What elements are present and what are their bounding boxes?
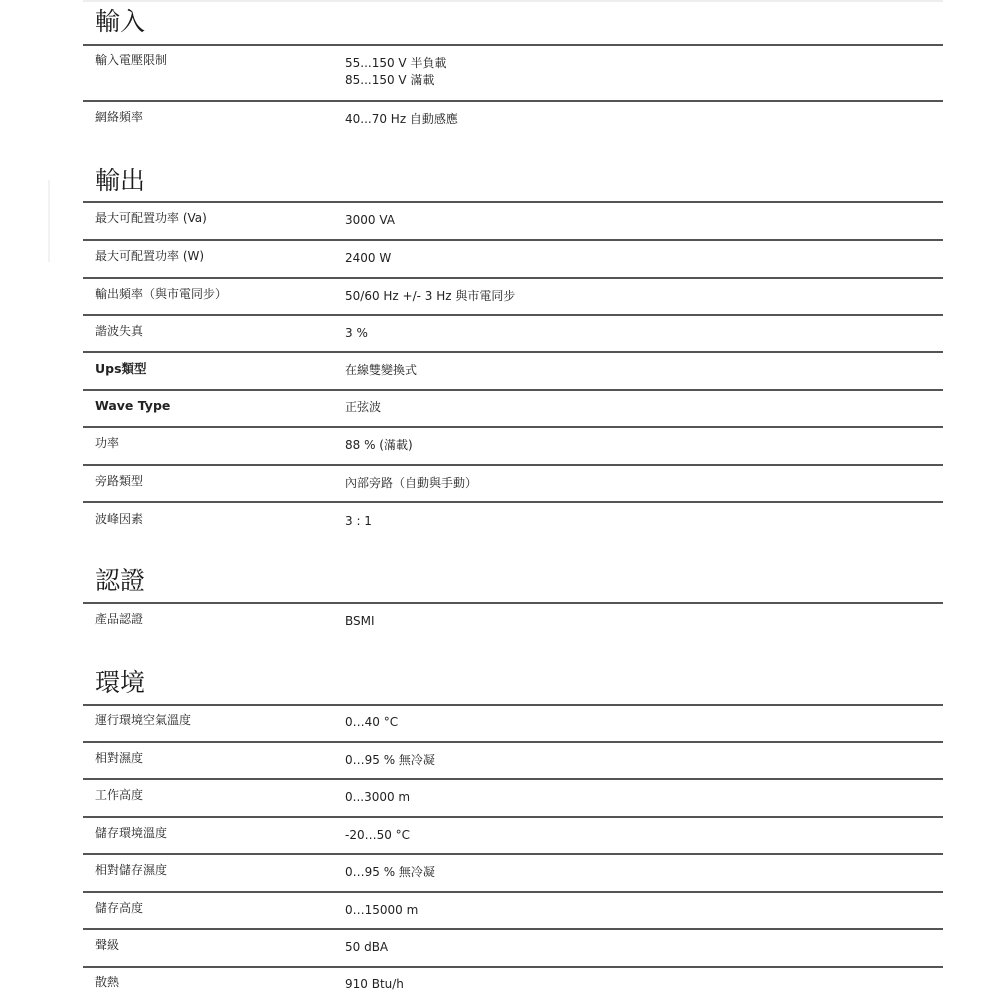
top-divider — [83, 0, 943, 2]
spec-value-efficiency: 88 % (滿載) — [345, 438, 413, 452]
spec-label-wave-type: Wave Type — [95, 398, 171, 413]
row-divider — [83, 966, 943, 968]
row-divider — [83, 426, 943, 428]
spec-value-storage-altitude: 0…15000 m — [345, 903, 419, 917]
row-divider — [83, 853, 943, 855]
row-divider — [83, 501, 943, 503]
spec-label-mains-frequency: 網絡頻率 — [95, 110, 144, 124]
spec-label-storage-humidity: 相對儲存濕度 — [95, 863, 168, 877]
spec-value-wave-type: 正弦波 — [345, 400, 382, 414]
spec-label-operating-temperature: 運行環境空氣溫度 — [95, 713, 192, 727]
spec-value-product-certification: BSMI — [345, 614, 375, 628]
spec-label-input-voltage: 輸入電壓限制 — [95, 53, 168, 67]
margin-mark — [48, 180, 50, 262]
spec-label-storage-altitude: 儲存高度 — [95, 901, 144, 915]
section-title-certification: 認證 — [95, 566, 146, 595]
row-divider — [83, 389, 943, 391]
spec-label-bypass-type: 旁路類型 — [95, 474, 144, 488]
row-divider — [83, 816, 943, 818]
section-rule-certification — [83, 602, 943, 604]
row-divider — [83, 741, 943, 743]
row-divider — [83, 778, 943, 780]
spec-value-operating-altitude: 0...3000 m — [345, 790, 411, 804]
row-divider — [83, 314, 943, 316]
spec-value-max-power-w: 2400 W — [345, 251, 392, 265]
spec-value-bypass-type: 內部旁路（自動與手動） — [345, 476, 478, 490]
spec-value-ups-type: 在線雙變換式 — [345, 363, 418, 377]
spec-label-harmonic-distortion: 諧波失真 — [95, 324, 144, 338]
spec-label-ups-type: Ups類型 — [95, 361, 147, 376]
section-rule-input — [83, 44, 943, 46]
spec-value-max-power-va: 3000 VA — [345, 213, 396, 227]
spec-value-operating-temperature: 0…40 °C — [345, 715, 399, 729]
row-divider — [83, 464, 943, 466]
row-divider — [83, 239, 943, 241]
spec-value-crest-factor: 3 : 1 — [345, 514, 372, 528]
spec-label-heat-dissipation: 散熱 — [95, 975, 120, 989]
spec-label-efficiency: 功率 — [95, 436, 120, 450]
spec-label-operating-altitude: 工作高度 — [95, 788, 144, 802]
spec-label-max-power-va: 最大可配置功率 (Va) — [95, 211, 207, 225]
section-title-output: 輸出 — [95, 166, 146, 195]
spec-value-output-frequency: 50/60 Hz +/- 3 Hz 與市電同步 — [345, 289, 516, 303]
spec-value-harmonic-distortion: 3 % — [345, 326, 368, 340]
spec-label-crest-factor: 波峰因素 — [95, 512, 144, 526]
spec-label-output-frequency: 輸出頻率（與市電同步） — [95, 287, 228, 301]
section-title-input: 輸入 — [95, 7, 146, 36]
row-divider — [83, 351, 943, 353]
spec-label-product-certification: 產品認證 — [95, 612, 144, 626]
spec-label-max-power-w: 最大可配置功率 (W) — [95, 249, 205, 263]
spec-label-noise-level: 聲級 — [95, 938, 120, 952]
spec-value-storage-humidity: 0…95 % 無冷凝 — [345, 865, 435, 879]
row-divider — [83, 277, 943, 279]
spec-label-storage-temperature: 儲存環境溫度 — [95, 826, 168, 840]
spec-value-input-voltage-half-load: 55...150 V 半負載 — [345, 56, 447, 70]
spec-value-storage-temperature: -20…50 °C — [345, 828, 411, 842]
row-divider — [83, 891, 943, 893]
spec-label-relative-humidity: 相對濕度 — [95, 751, 144, 765]
spec-value-heat-dissipation: 910 Btu/h — [345, 977, 404, 991]
section-rule-output — [83, 201, 943, 203]
section-title-environment: 環境 — [95, 668, 146, 697]
spec-value-mains-frequency: 40...70 Hz 自動感應 — [345, 112, 458, 126]
row-divider — [83, 928, 943, 930]
spec-value-input-voltage-full-load: 85...150 V 滿載 — [345, 73, 435, 87]
section-rule-environment — [83, 704, 943, 706]
row-divider — [83, 100, 943, 102]
spec-value-relative-humidity: 0…95 % 無冷凝 — [345, 753, 435, 767]
spec-value-noise-level: 50 dBA — [345, 940, 389, 954]
